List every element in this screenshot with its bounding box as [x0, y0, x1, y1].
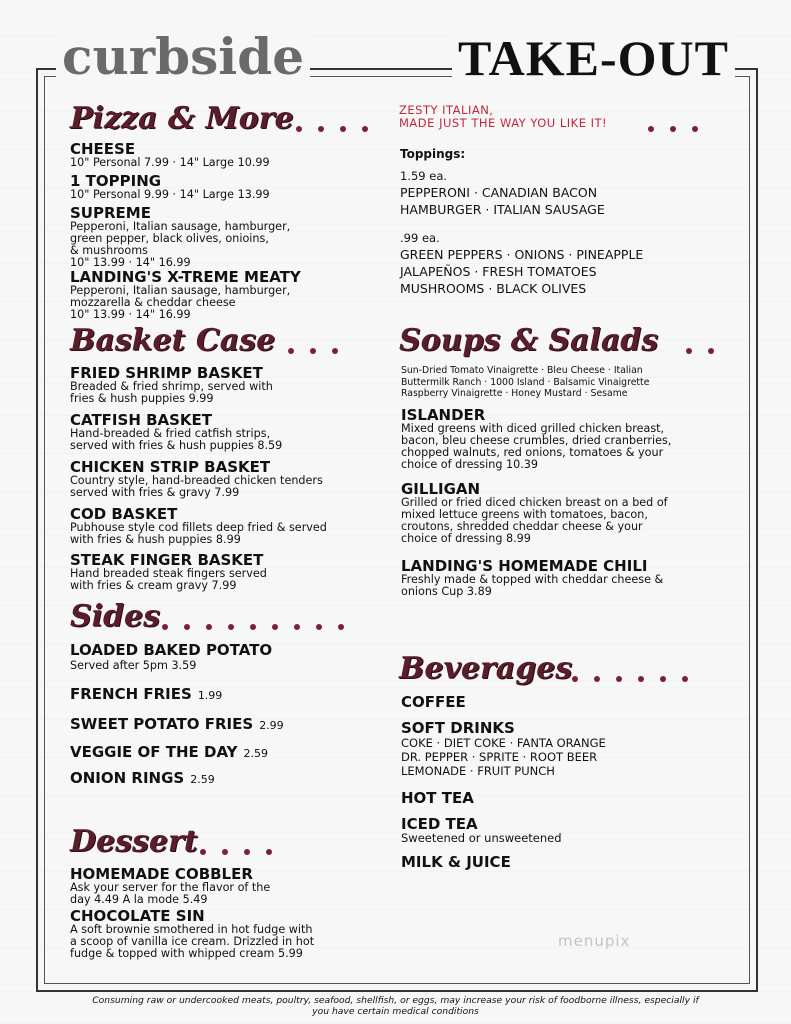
- menu-item: SWEET POTATO FRIES 2.99: [70, 715, 284, 733]
- menu-item: VEGGIE OF THE DAY 2.59: [70, 743, 268, 761]
- toppings-label: Toppings:: [400, 147, 466, 161]
- brand-logo: curbside: [56, 22, 310, 92]
- toppings-price: 1.59 ea.: [400, 169, 448, 183]
- menu-item: LOADED BAKED POTATO Served after 5pm 3.59: [70, 641, 273, 672]
- disclaimer: Consuming raw or undercooked meats, poultry, seafood, shellfish, or eggs, may increase your risk of foodborne illness, especially if you have certain medical conditions: [92, 995, 699, 1017]
- dressings-list: Raspberry Vinaigrette · Honey Mustard · Sesame: [401, 388, 628, 399]
- menu-item: CHEESE 10" Personal 7.99 · 14" Large 10.99: [70, 140, 270, 169]
- menu-item: ISLANDER Mixed greens with diced grilled chicken breast, bacon, bleu cheese crumbles, dried cranberries, chopped walnuts, red onions, tomatoes & your choice of dressing 10.39: [401, 406, 672, 471]
- toppings-price: .99 ea.: [400, 231, 440, 245]
- section-title-pizza: Pizza & More: [70, 101, 294, 136]
- menu-item: ONION RINGS 2.59: [70, 769, 215, 787]
- menu-item: SUPREME Pepperoni, Italian sausage, hamburger, green pepper, black olives, onioins, & mushrooms 10" 13.99 · 14" 16.99: [70, 204, 291, 269]
- menu-item: FRIED SHRIMP BASKET Breaded & fried shrimp, served with fries & hush puppies 9.99: [70, 364, 273, 405]
- menu-item: COFFEE: [401, 693, 466, 711]
- toppings-list: PEPPERONI · CANADIAN BACON: [400, 185, 598, 200]
- section-dots: [686, 340, 730, 350]
- menu-item: FRENCH FRIES 1.99: [70, 685, 223, 703]
- toppings-list: GREEN PEPPERS · ONIONS · PINEAPPLE: [400, 247, 644, 262]
- section-title-baskets: Basket Case: [70, 323, 276, 358]
- menu-item: GILLIGAN Grilled or fried diced chicken breast on a bed of mixed lettuce greens with tomatoes, bacon, croutons, shredded cheddar cheese & your choice of dressing 8.99: [401, 480, 668, 545]
- menu-item: ICED TEA Sweetened or unsweetened: [401, 815, 562, 845]
- menu-item: COD BASKET Pubhouse style cod fillets deep fried & served with fries & hush puppies 8.99: [70, 505, 327, 546]
- toppings-list: HAMBURGER · ITALIAN SAUSAGE: [400, 202, 605, 217]
- menu-item: HOMEMADE COBBLER Ask your server for the flavor of the day 4.49 A la mode 5.49: [70, 865, 271, 906]
- section-dots: [296, 118, 384, 128]
- section-title-sides: Sides: [70, 599, 161, 634]
- section-dots: [648, 118, 714, 128]
- menu-item: CHOCOLATE SIN A soft brownie smothered in hot fudge with a scoop of vanilla ice cream. Drizzled in hot fudge & topped with whipped cream 5.99: [70, 907, 315, 960]
- toppings-list: JALAPEÑOS · FRESH TOMATOES: [400, 264, 597, 279]
- section-dots: [162, 616, 360, 626]
- dressings-list: Buttermilk Ranch · 1000 Island · Balsamic Vinaigrette: [401, 376, 650, 388]
- tagline: ZESTY ITALIAN, MADE JUST THE WAY YOU LIKE IT!: [399, 103, 608, 130]
- section-title-soups: Soups & Salads: [399, 323, 659, 358]
- menu-item: MILK & JUICE: [401, 853, 511, 871]
- section-dots: [288, 340, 354, 350]
- menu-item: HOT TEA: [401, 789, 474, 807]
- menu-item: SOFT DRINKS COKE · DIET COKE · FANTA ORANGE DR. PEPPER · SPRITE · ROOT BEER LEMONADE · FRUIT PUNCH: [401, 719, 606, 778]
- page-title: TAKE-OUT: [452, 28, 735, 88]
- section-dots: [200, 841, 288, 851]
- menu-item: CHICKEN STRIP BASKET Country style, hand-breaded chicken tenders served with fries & gravy 7.99: [70, 458, 323, 499]
- menu-item: STEAK FINGER BASKET Hand breaded steak fingers served with fries & cream gravy 7.99: [70, 551, 267, 592]
- dressings-list: Sun-Dried Tomato Vinaigrette · Bleu Cheese · Italian: [401, 365, 643, 376]
- section-title-beverages: Beverages: [399, 651, 573, 686]
- section-dots: [572, 668, 704, 678]
- menu-item: LANDING'S X-TREME MEATY Pepperoni, Italian sausage, hamburger, mozzarella & cheddar cheese 10" 13.99 · 14" 16.99: [70, 268, 301, 321]
- menu-item: LANDING'S HOMEMADE CHILI Freshly made & topped with cheddar cheese & onions Cup 3.89: [401, 557, 664, 598]
- section-title-dessert: Dessert: [70, 824, 198, 859]
- toppings-list: MUSHROOMS · BLACK OLIVES: [400, 281, 587, 296]
- menu-item: 1 TOPPING 10" Personal 9.99 · 14" Large 13.99: [70, 172, 270, 201]
- watermark-logo: menupix: [558, 932, 631, 950]
- menu-item: CATFISH BASKET Hand-breaded & fried catfish strips, served with fries & hush puppies 8.59: [70, 411, 283, 452]
